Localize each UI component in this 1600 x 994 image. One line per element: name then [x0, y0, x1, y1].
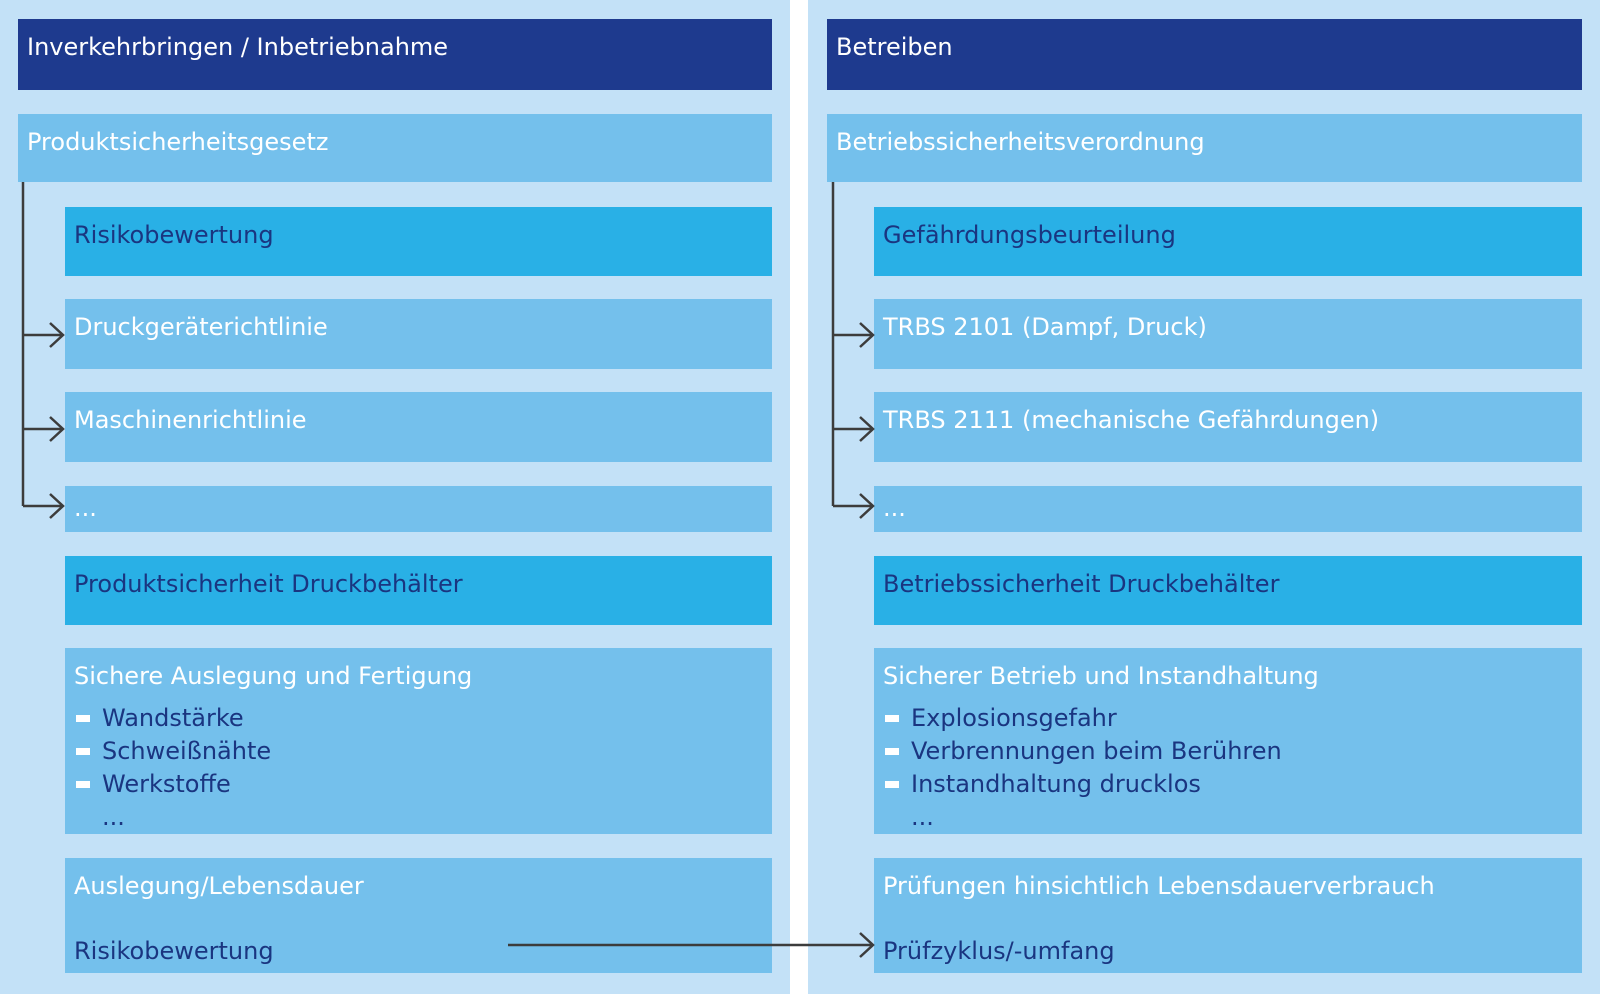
list-item-more — [883, 801, 1573, 834]
left-lifetime-title: Auslegung/Lebensdauer — [74, 872, 364, 900]
right-directive-label-3: ... — [883, 494, 906, 522]
left-directive-label-2: Maschinenrichtlinie — [74, 406, 307, 434]
right-law-box — [827, 114, 1582, 182]
left-directive-box-2 — [65, 392, 772, 462]
right-topic-box — [874, 556, 1582, 625]
right-directive-label-2: TRBS 2111 (mechanische Gefährdungen) — [883, 406, 1380, 434]
right-operation-list — [883, 702, 1573, 834]
right-operation-box — [874, 648, 1582, 834]
left-design-list — [74, 702, 763, 834]
right-inspection-sub: Prüfzyklus/-umfang — [883, 937, 1115, 965]
left-lifetime-box — [65, 858, 772, 973]
right-directive-box-2 — [874, 392, 1582, 462]
right-inspection-title: Prüfungen hinsichtlich Lebensdauerverbrauch — [883, 872, 1435, 900]
right-directive-box-3 — [874, 486, 1582, 532]
list-item-label: Werkstoffe — [102, 770, 231, 798]
list-item — [883, 702, 1573, 735]
list-item — [74, 735, 763, 768]
list-more-label: ... — [102, 803, 125, 831]
left-topic-box — [65, 556, 772, 625]
right-header — [827, 19, 1582, 90]
left-law-label: Produktsicherheitsgesetz — [27, 128, 329, 156]
left-column — [0, 0, 790, 994]
list-item-label: Explosionsgefahr — [911, 704, 1117, 732]
list-item-label: Wandstärke — [102, 704, 244, 732]
left-assessment-box — [65, 207, 772, 276]
bullet-dash-icon — [885, 748, 899, 755]
list-item-more — [74, 801, 763, 834]
bullet-dash-icon — [76, 748, 90, 755]
right-assessment-box — [874, 207, 1582, 276]
right-directive-label-1: TRBS 2101 (Dampf, Druck) — [883, 313, 1207, 341]
left-topic-label: Produktsicherheit Druckbehälter — [74, 570, 463, 598]
right-law-label: Betriebssicherheitsverordnung — [836, 128, 1205, 156]
list-item — [74, 768, 763, 801]
left-design-box — [65, 648, 772, 834]
left-directive-box-1 — [65, 299, 772, 369]
bullet-dash-icon — [76, 715, 90, 722]
list-item — [74, 702, 763, 735]
list-item-label: Instandhaltung drucklos — [911, 770, 1201, 798]
left-directive-box-3 — [65, 486, 772, 532]
right-column — [808, 0, 1600, 994]
left-assessment-label: Risikobewertung — [74, 221, 274, 249]
left-header — [18, 19, 772, 90]
left-lifetime-sub: Risikobewertung — [74, 937, 274, 965]
list-item — [883, 735, 1573, 768]
left-directive-label-3: ... — [74, 494, 97, 522]
left-design-title: Sichere Auslegung und Fertigung — [74, 662, 473, 690]
bullet-dash-icon — [885, 781, 899, 788]
left-directive-label-1: Druckgeräterichtlinie — [74, 313, 328, 341]
right-directive-box-1 — [874, 299, 1582, 369]
right-header-title: Betreiben — [836, 33, 953, 61]
left-law-box — [18, 114, 772, 182]
right-topic-label: Betriebssicherheit Druckbehälter — [883, 570, 1280, 598]
list-item-label: Schweißnähte — [102, 737, 272, 765]
left-header-title: Inverkehrbringen / Inbetriebnahme — [27, 33, 449, 61]
list-more-label: ... — [911, 803, 934, 831]
bullet-dash-icon — [76, 781, 90, 788]
list-item-label: Verbrennungen beim Berühren — [911, 737, 1282, 765]
right-assessment-label: Gefährdungsbeurteilung — [883, 221, 1176, 249]
list-item — [883, 768, 1573, 801]
bullet-dash-icon — [885, 715, 899, 722]
right-operation-title: Sicherer Betrieb und Instandhaltung — [883, 662, 1319, 690]
right-inspection-box — [874, 858, 1582, 973]
